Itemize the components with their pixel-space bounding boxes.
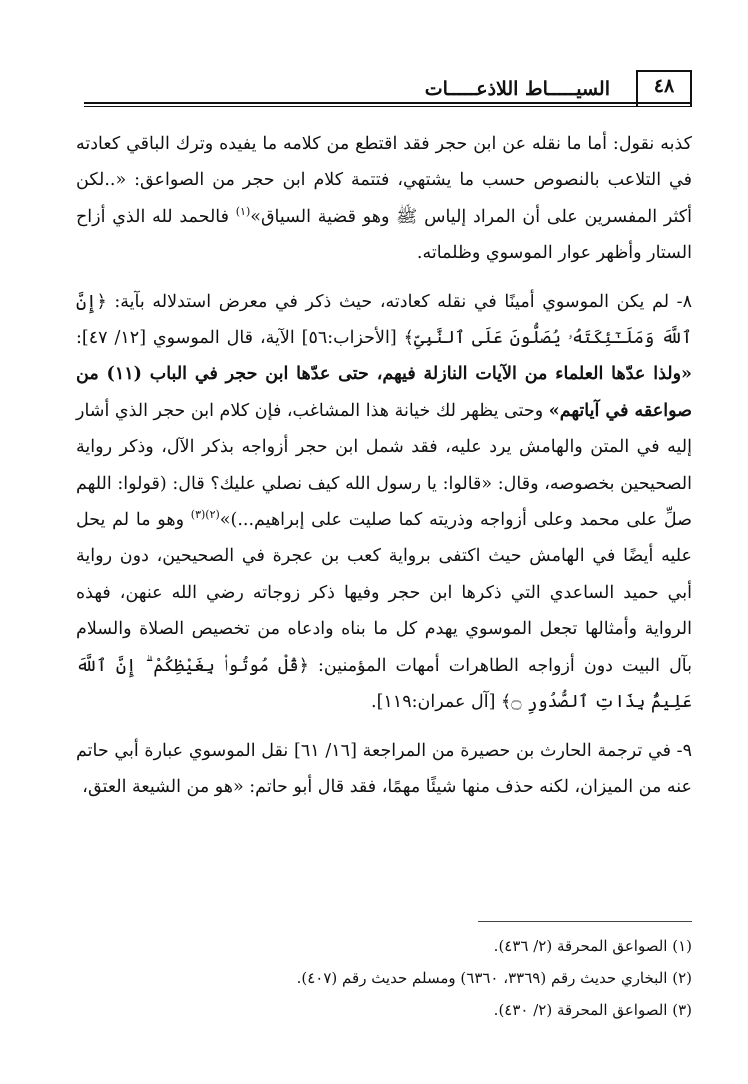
text-run: [الأحزاب:٥٦] الآية، قال الموسوي [١٢/ ٤٧]: bbox=[76, 328, 404, 349]
footnote-1: (١) الصواعق المحرقة (٢/ ٤٣٦). bbox=[493, 937, 692, 955]
quran-verse: ﴿إِنَّ ٱللَّهَ وَمَلَـٰٓئِكَتَهُۥ يُصَلُّونَ عَلَى ٱلنَّبِىِّ﴾ bbox=[76, 291, 692, 349]
header-rule-thin bbox=[84, 106, 692, 107]
footnotes bbox=[76, 930, 692, 1026]
paragraph-3 bbox=[76, 733, 692, 806]
page-number: ٤٨ bbox=[636, 70, 692, 100]
text-run: ٨- لم يكن الموسوي أمينًا في نقله كعادته، حيث ذكر في معرض استدلاله بآية: bbox=[106, 291, 692, 312]
footnote-ref: (١) bbox=[235, 204, 251, 218]
footnote-separator bbox=[478, 921, 692, 922]
paragraph-2 bbox=[76, 284, 692, 721]
main-text bbox=[76, 126, 692, 805]
quran-verse: ﴿قُلْ مُوتُوا۟ بِغَيْظِكُمْ ۗ إِنَّ ٱللَّهَ عَلِيمٌۢ بِذَاتِ ٱلصُّدُورِ ۝﴾ bbox=[76, 655, 692, 713]
bold-quote: «ولذا عدّها العلماء من الآيات النازلة فيهم، حتى عدّها ابن حجر في الباب (١١) من صواعقه في آياتهم» bbox=[76, 364, 692, 421]
page-header bbox=[84, 66, 692, 110]
header-rule bbox=[84, 102, 692, 104]
text-run: فالحمد لله الذي أزاح الستار وأظهر عوار الموسوي وظلماته. bbox=[76, 206, 692, 264]
footnote-3: (٣) الصواعق المحرقة (٢/ ٤٣٠). bbox=[493, 1001, 692, 1019]
text-run: وهو ما لم يحل عليه أيضًا في الهامش حيث اكتفى برواية كعب بن عجرة في الصحيحين، دون رواية أبي حميد الساعدي التي ذكرها ابن حجر وفيها ذكر زوجاته رضي الله عنهن، فهذه الرواية وأمثالها تجعل الموسوي يهدم كل ما بناه وادعاه من تخصيص الصلاة والسلام بآل البيت دون أزواجه الطاهرات أمهات المؤمنين: bbox=[76, 510, 692, 676]
footnote-2: (٢) البخاري حديث رقم (٣٣٦٩، ٦٣٦٠) ومسلم حديث رقم (٤٠٧). bbox=[296, 969, 692, 987]
text-run: [آل عمران:١١٩]. bbox=[371, 692, 501, 713]
paragraph-1 bbox=[76, 126, 692, 272]
footnote-ref: (٢)(٣) bbox=[190, 508, 220, 522]
text-run: ٩- في ترجمة الحارث بن حصيرة من المراجعة [١٦/ ٦١] نقل الموسوي عبارة أبي حاتم عنه من الميزان، لكنه حذف منها شيئًا مهمًا، فقد قال أبو حاتم: «هو من الشيعة العتق، bbox=[76, 740, 692, 797]
running-title: السيـــــاط اللاذعـــــات bbox=[424, 78, 610, 100]
text-run: وحتى يظهر لك خيانة هذا المشاغب، فإن كلام ابن حجر الذي أشار إليه في المتن والهامش يرد عليه، فقد شمل ابن حجر أزواجه بذكر الآل، وذكر رواية الصحيحين بخصوصه، وقال: «قالوا: يا رسول الله كيف نصلي عليك؟ قال: (قولوا: اللهم صلِّ على محمد وعلى أزواجه وذريته كما صليت على إبراهيم...)» bbox=[76, 400, 692, 531]
text-run: كذبه نقول: أما ما نقله عن ابن حجر فقد اقتطع من كلامه ما يفيده وترك الباقي كعادته في التلاعب بالنصوص حسب ما يشتهي، فتتمة كلام ابن حجر من الصواعق: «..لكن أكثر المفسرين على أن المراد إلياس ﷺ وهو قضية السياق» bbox=[76, 134, 692, 227]
